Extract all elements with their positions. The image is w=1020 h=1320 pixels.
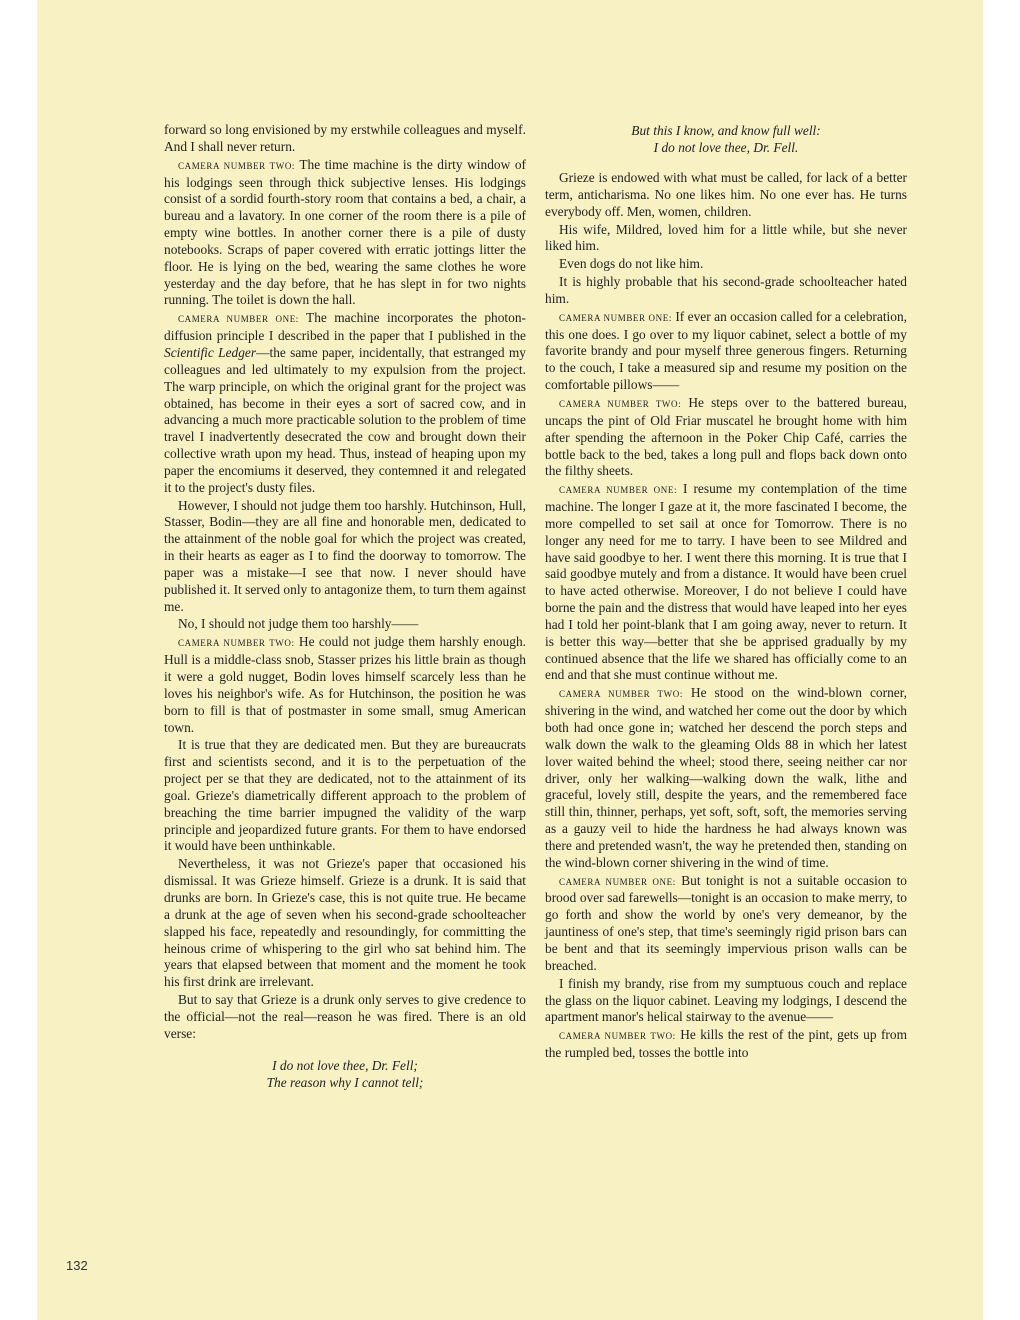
paragraph: CAMERA NUMBER ONE: The machine incorporates the photon-diffusion principle I described in the paper that I published in the Scientific Ledger—the same paper, incidentally, that estranged my colleagues and led ultimately to my expulsion from the project. The warp principle, on which the original grant for the project was obtained, has become in their eyes a sort of sacred cow, and in advancing a much more practicable solution to the problem of time travel I inadvertently desecrated the cow and brought down their collective wrath upon my head. Thus, instead of heaping upon my paper the encomiums it deserved, they contemned it and relegated it to the project's dusty files. xyxy=(164,310,526,495)
paragraph: His wife, Mildred, loved him for a little while, but she never liked him. xyxy=(545,221,907,254)
paragraph: Even dogs do not like him. xyxy=(559,256,704,272)
paragraph: CAMERA NUMBER ONE: But tonight is not a suitable occasion to brood over sad farewells—tonight is an occasion to make merry, to go forth and show the world by one's very demeanor, by the jauntiness of one's step, that time's seemingly rigid prison bars can be bent and that its seemingly impervious prison walls can be breached. xyxy=(545,872,907,973)
verse-line: But this I know, and know full well: xyxy=(631,123,821,138)
section-label: CAMERA NUMBER TWO: xyxy=(559,689,683,700)
paragraph: Grieze is endowed with what must be called, for lack of a better term, anticharisma. No one likes him. No one ever has. He turns everybody off. Men, women, children. xyxy=(545,170,907,219)
paragraph: CAMERA NUMBER TWO: He kills the rest of the pint, gets up from the rumpled bed, tosses the bottle into xyxy=(545,1027,907,1061)
magazine-page xyxy=(37,0,983,1320)
section-label: CAMERA NUMBER ONE: xyxy=(559,485,678,496)
verse-line: The reason why I cannot tell; xyxy=(266,1074,424,1090)
verse-block xyxy=(545,122,907,156)
left-column xyxy=(164,122,526,1091)
paragraph: I finish my brandy, rise from my sumptuous couch and replace the glass on the liquor cabinet. Leaving my lodgings, I descend the apartment manor's helical stairway to the avenue—— xyxy=(545,975,907,1025)
paragraph: CAMERA NUMBER TWO: He stood on the wind-blown corner, shivering in the wind, and watched her come out the door by which both had once gone in; watched her descend the porch steps and walk down the walk to the gleaming Olds 88 in which her latest lover waited behind the wheel; stood there, seeing neither car nor driver, only her walking—walking down the walk, lithe and graceful, lovely still, despite the years, and the remembered face still thin, thinner, perhaps, yet soft, soft, soft, the memories serving as a gauzy veil to hide the hardness he had always known was there and pretended wasn't, the way he pretended then, standing on the wind-blown corner shivering in the wind of time. xyxy=(545,685,907,870)
paragraph: CAMERA NUMBER ONE: I resume my contemplation of the time machine. The longer I gaze at it, the more fascinated I become, the more compelled to set sail at once for Tomorrow. There is no longer any need for me to tarry. I have been to see Mildred and have said goodbye to her. I went there this morning. It is true that I said goodbye mutely and from a distance. It would have been cruel to have acted otherwise. Moreover, I do not believe I could have borne the pain and the distress that would have leaped into her eyes had I told her point-blank that I am going away, never to return. It is better this way—better that she be apprised gradually by my continued absence that the life we shared has officially come to an end and that she must continue without me. xyxy=(545,481,908,683)
page-number: 132 xyxy=(66,1258,88,1273)
paragraph: CAMERA NUMBER TWO: He steps over to the battered bureau, uncaps the pint of Old Friar muscatel he brought home with him after spending the afternoon in the Poker Chip Café, carries the bottle back to the bed, takes a long pull and flops back down onto the filthy sheets. xyxy=(545,394,907,479)
publication-title: Scientific Ledger xyxy=(164,344,257,360)
section-label: CAMERA NUMBER TWO: xyxy=(559,1031,676,1042)
section-label: CAMERA NUMBER ONE: xyxy=(178,314,299,325)
section-label: CAMERA NUMBER ONE: xyxy=(559,876,676,887)
paragraph: CAMERA NUMBER TWO: The time machine is the dirty window of his lodgings seen through thick subjective lenses. His lodgings consist of a sordid fourth-story room that contains a bed, a chair, a bureau and a lavatory. In one corner of the room there is a pile of empty wine bottles. In another corner there is a pile of dusty notebooks. Scraps of paper covered with erratic jottings litter the floor. He is lying on the bed, wearing the same clothes he wore yesterday and the day before, that he has slept in for two nights running. The toilet is down the hall. xyxy=(164,156,526,308)
section-label: CAMERA NUMBER TWO: xyxy=(559,398,682,409)
paragraph: It is highly probable that his second-grade schoolteacher hated him. xyxy=(545,274,907,306)
paragraph: CAMERA NUMBER ONE: If ever an occasion called for a celebration, this one does. I go over to my liquor cabinet, select a bottle of my favorite brandy and pour myself three generous fingers. Returning to the couch, I take a measured sip and resume my position on the comfortable pillows—— xyxy=(545,308,908,393)
paragraph: CAMERA NUMBER TWO: He could not judge them harshly enough. Hull is a middle-class snob, Stasser prizes his little brain as though it were a gold nugget, Bodin loves himself scarcely less than he loves his neighbor's wife. As for Hutchinson, the position he was born to fill is that of postmaster in some small, smug American town. xyxy=(164,634,526,735)
paragraph: But to say that Grieze is a drunk only serves to give credence to the official—not the real—reason he was fired. There is an old verse: xyxy=(164,992,526,1041)
paragraph: Nevertheless, it was not Grieze's paper that occasioned his dismissal. It was Grieze himself. Grieze is a drunk. It is said that drunks are born. In Grieze's case, this is not quite true. He became a drunk at the age of seven when his second-grade schoolteacher slapped his face, repeatedly and resoundingly, for committing the heinous crime of whispering to the girl who sat behind him. The years that elapsed between that moment and the moment he took his first drink are irrelevant. xyxy=(164,856,526,990)
section-label: CAMERA NUMBER TWO: xyxy=(178,160,296,171)
paragraph: It is true that they are dedicated men. But they are bureaucrats first and scientists second, and it is to the perpetuation of the project per se that they are dedicated, not to the attainment of its goal. Grieze's diametrically different approach to the problem of breaching the time barrier impugned the validity of the warp principle and jeopardized future grants. For them to have endorsed it would have been unthinkable. xyxy=(164,737,526,854)
verse-line: I do not love thee, Dr. Fell; xyxy=(272,1057,418,1073)
right-column xyxy=(545,122,907,1063)
paragraph: forward so long envisioned by my erstwhile colleagues and myself. And I shall never return. xyxy=(164,122,526,154)
verse-line: I do not love thee, Dr. Fell. xyxy=(653,140,799,155)
paragraph: However, I should not judge them too harshly. Hutchinson, Hull, Stasser, Bodin—they are all fine and honorable men, dedicated to the attainment of the noble goal for which the project was created, in their hearts as eager as I to find the doorway to tomorrow. The paper was a mistake—I see that now. I never should have published it. It served only to antagonize them, to turn them against me. xyxy=(164,497,526,614)
section-label: CAMERA NUMBER TWO: xyxy=(178,638,295,649)
paragraph: No, I should not judge them too harshly—— xyxy=(178,616,419,632)
section-label: CAMERA NUMBER ONE: xyxy=(559,312,672,323)
verse-block xyxy=(164,1057,526,1091)
